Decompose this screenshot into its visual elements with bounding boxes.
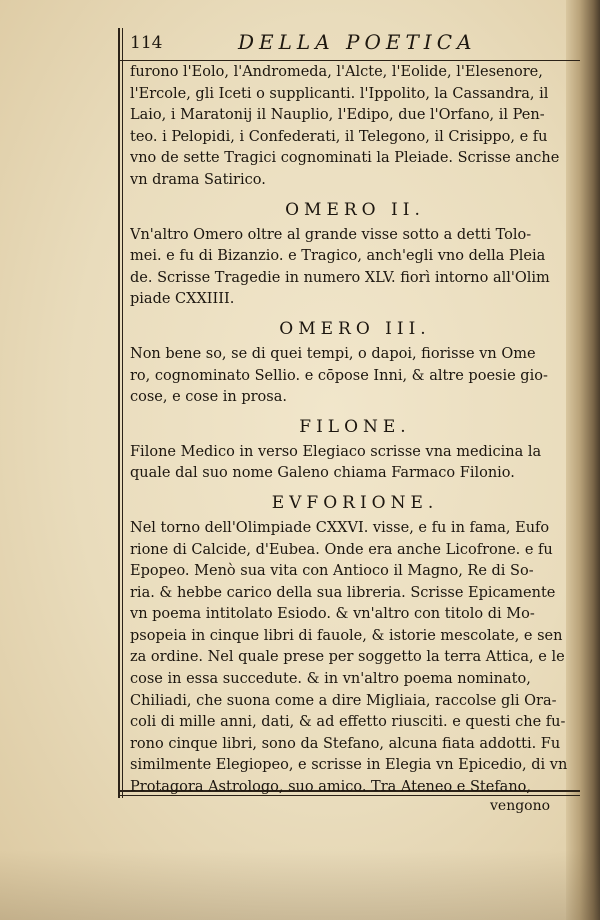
text-line: similmente Elegiopeo, e scrisse in Elegia vn Epicedio, di vn [130,757,568,774]
text-line: Filone Medico in verso Elegiaco scrisse vna medicina la [130,443,542,460]
text-line: quale dal suo nome Galeno chiama Farmaco Filonio. [130,465,515,482]
text-line: coli di mille anni, dati, & ad effetto riusciti. e questi che fu- [130,714,566,731]
text-line: Non bene so, se di quei tempi, o dapoi, fiorisse vn Ome [130,345,536,362]
text-line: piade CXXIIII. [130,291,235,308]
paragraph-1 [130,62,580,192]
page-number: 114 [130,33,163,53]
section-heading-filone: FILONE. [299,416,411,437]
left-frame-rule [118,28,120,798]
text-line: vno de sette Tragici cognominati la Pleiade. Scrisse anche [130,150,560,167]
running-head: DELLA POETICA [238,30,477,54]
text-line: ro, cognominato Sellio. e cōpose Inni, & altre poesie gio- [130,367,548,384]
left-frame-rule-inner [122,28,123,798]
page-bottom-edge [0,850,600,920]
text-line: furono l'Eolo, l'Andromeda, l'Alcte, l'Eolide, l'Elesenore, [130,64,543,80]
text-line: vn poema intitolato Esiodo. & vn'altro con titolo di Mo- [130,606,535,623]
text-line: rione di Calcide, d'Eubea. Onde era anche Licofrone. e fu [130,541,553,558]
text-line: psopeia in cinque libri di fauole, & istorie mescolate, e sen [130,627,563,644]
text-line: za ordine. Nel quale prese per soggetto la terra Attica, e le [130,649,565,666]
text-line: de. Scrisse Tragedie in numero XLV. fiorì intorno all'Olim [130,269,550,286]
page-header [126,30,576,58]
text-line: teo. i Pelopidi, i Confederati, il Telegono, il Crisippo, e fu [130,128,548,145]
text-line: Epopeo. Menò sua vita con Antioco il Magno, Re di So- [130,563,534,580]
paragraph-2 [130,225,580,311]
text-line: Vn'altro Omero oltre al grande visse sotto a detti Tolo- [130,226,532,243]
paragraph-4 [130,442,580,485]
header-rule [118,60,580,61]
text-line: Nel torno dell'Olimpiade CXXVI. visse, e fu in fama, Eufo [130,519,550,536]
text-line: rono cinque libri, sono da Stefano, alcuna fiata addotti. Fu [130,735,561,752]
section-heading-euforione: EVFORIONE. [271,492,439,513]
text-line: cose in essa succedute. & in vn'altro poema nominato, [130,671,531,688]
text-line: vn drama Satirico. [130,171,266,188]
text-line: Protagora Astrologo, suo amico. Tra Ateneo e Stefano, [130,779,532,796]
text-line: mei. e fu di Bizanzio. e Tragico, anch'egli vno della Pleia [130,248,546,265]
catchword: vengono [490,798,551,814]
paragraph-5 [130,518,580,799]
section-heading-omero-ii: OMERO II. [285,199,425,220]
paragraph-3 [130,344,580,409]
section-heading-omero-iii: OMERO III. [279,318,431,339]
text-line: l'Ercole, gli Iceti o supplicanti. l'Ippolito, la Cassandra, il [130,85,549,102]
page-body [130,62,580,799]
text-line: Chiliadi, che suona come a dire Migliaia, raccolse gli Ora- [130,692,557,709]
text-line: cose, e cose in prosa. [130,389,287,406]
text-line: Laio, i Maratonij il Nauplio, l'Edipo, due l'Orfano, il Pen- [130,107,545,124]
text-line: ria. & hebbe carico della sua libreria. Scrisse Epicamente [130,584,556,601]
